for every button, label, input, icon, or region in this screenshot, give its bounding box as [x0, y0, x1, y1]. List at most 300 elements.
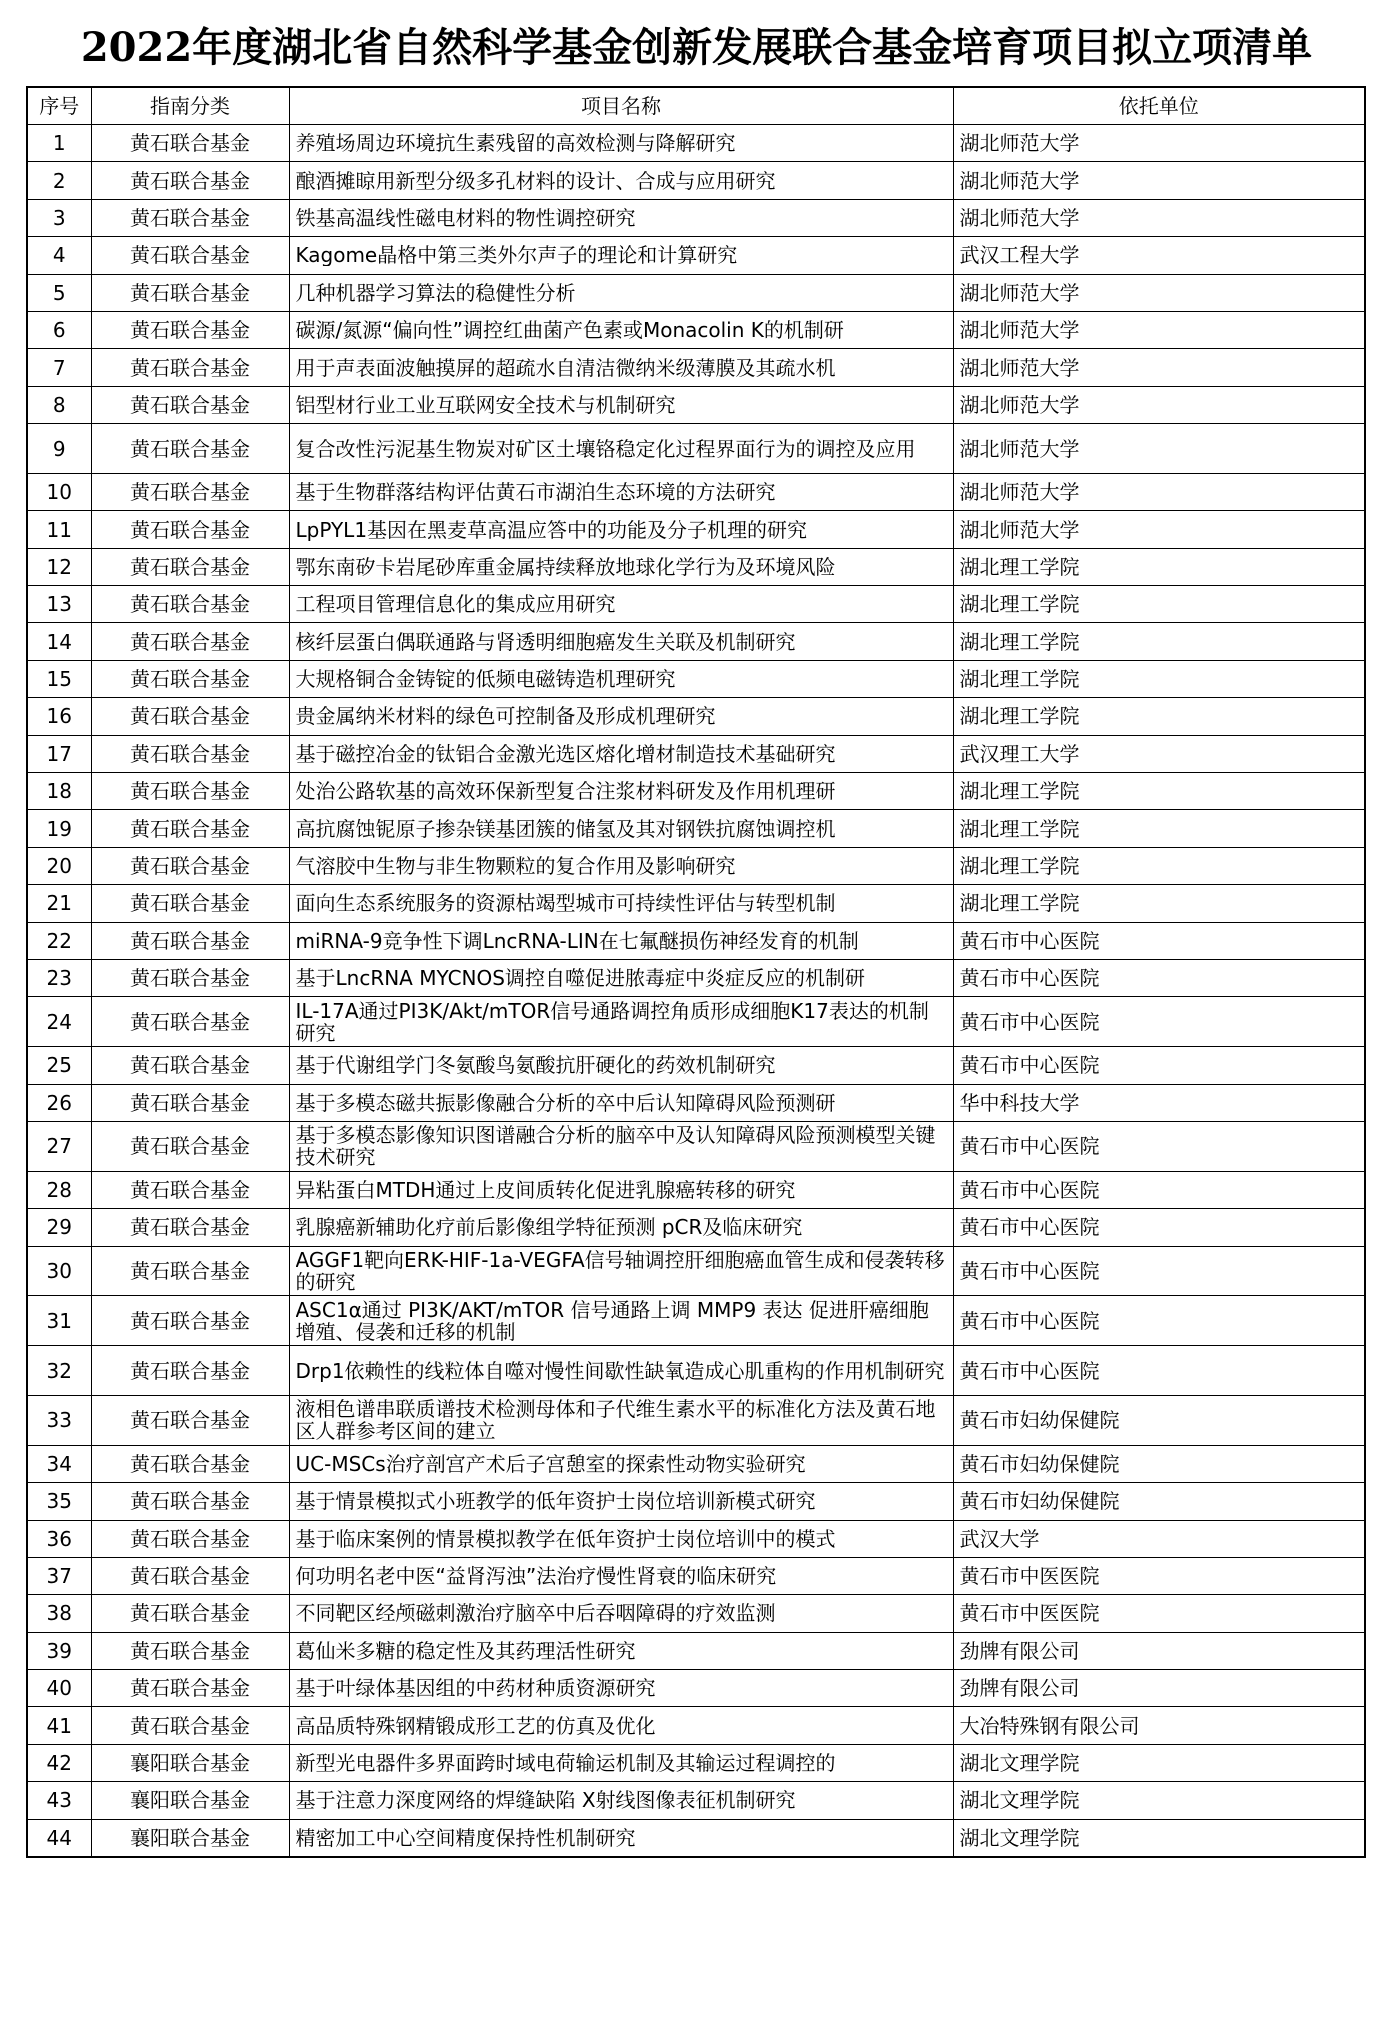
- cell-no: [27, 424, 91, 474]
- cell-unit-text: 黄石市妇幼保健院: [959, 1452, 1120, 1475]
- cell-category: [91, 623, 289, 660]
- cell-no-text: 26: [46, 1091, 72, 1114]
- cell-category: [91, 1819, 289, 1856]
- cell-unit-text: 劲牌有限公司: [959, 1639, 1080, 1662]
- cell-no: [27, 274, 91, 311]
- table-row: [27, 847, 1365, 884]
- cell-unit-text: 黄石市中心医院: [959, 1010, 1100, 1033]
- cell-project-name-text: 核纤层蛋白偶联通路与肾透明细胞癌发生关联及机制研究: [295, 630, 796, 653]
- cell-no-text: 9: [52, 437, 66, 460]
- cell-no: [27, 698, 91, 735]
- cell-unit: [953, 660, 1365, 697]
- cell-no: [27, 1346, 91, 1396]
- cell-no-text: 35: [46, 1490, 72, 1513]
- cell-no: [27, 386, 91, 423]
- cell-category-text: 黄石联合基金: [130, 1178, 250, 1201]
- cell-category-text: 黄石联合基金: [130, 929, 250, 952]
- cell-category: [91, 773, 289, 810]
- cell-unit: [953, 1819, 1365, 1856]
- table-row: [27, 1047, 1365, 1084]
- table-row: [27, 511, 1365, 548]
- table-row: [27, 773, 1365, 810]
- cell-unit: [953, 735, 1365, 772]
- cell-project-name-text: 碳源/氮源“偏向性”调控红曲菌产色素或Monacolin K的机制研: [295, 319, 844, 342]
- cell-project-name-text: 高抗腐蚀铌原子掺杂镁基团簇的储氢及其对钢铁抗腐蚀调控机: [295, 817, 836, 840]
- cell-no-text: 37: [46, 1565, 72, 1588]
- cell-unit-text: 湖北师范大学: [959, 393, 1080, 416]
- cell-no-text: 13: [46, 593, 72, 616]
- table-row: [27, 1744, 1365, 1781]
- cell-no: [27, 1782, 91, 1819]
- cell-unit-text: 黄石市中心医院: [959, 1359, 1100, 1382]
- cell-no: [27, 237, 91, 274]
- cell-unit-text: 黄石市中心医院: [959, 967, 1100, 990]
- cell-project-name-text: 基于LncRNA MYCNOS调控自噬促进脓毒症中炎症反应的机制研: [295, 967, 865, 990]
- cell-category-text: 黄石联合基金: [130, 967, 250, 990]
- cell-project-name-text: 液相色谱串联质谱技术检测母体和子代维生素水平的标准化方法及黄石地区人群参考区间的建立: [295, 1398, 936, 1443]
- cell-no-text: 28: [46, 1178, 72, 1201]
- cell-no-text: 39: [46, 1639, 72, 1662]
- cell-no: [27, 1744, 91, 1781]
- cell-unit: [953, 199, 1365, 236]
- cell-unit: [953, 274, 1365, 311]
- cell-category-text: 黄石联合基金: [130, 1565, 250, 1588]
- cell-category-text: 黄石联合基金: [130, 1677, 250, 1700]
- cell-category: [91, 1395, 289, 1445]
- cell-unit-text: 湖北文理学院: [959, 1826, 1080, 1849]
- cell-unit-text: 湖北文理学院: [959, 1752, 1080, 1775]
- cell-category: [91, 473, 289, 510]
- cell-no: [27, 885, 91, 922]
- cell-category-text: 襄阳联合基金: [130, 1826, 250, 1849]
- cell-category: [91, 1557, 289, 1594]
- cell-project-name-text: 鄂东南矽卡岩尾砂库重金属持续释放地球化学行为及环境风险: [295, 555, 836, 578]
- cell-project-name-text: 基于代谢组学门冬氨酸鸟氨酸抗肝硬化的药效机制研究: [295, 1054, 776, 1077]
- header-no: 序号: [27, 87, 91, 125]
- cell-project-name-text: 基于磁控冶金的钛铝合金激光选区熔化增材制造技术基础研究: [295, 742, 836, 765]
- cell-no: [27, 773, 91, 810]
- table-row: [27, 1707, 1365, 1744]
- cell-unit-text: 黄石市中心医院: [959, 1309, 1100, 1332]
- cell-no: [27, 125, 91, 162]
- cell-category-text: 黄石联合基金: [130, 1527, 250, 1550]
- cell-category-text: 黄石联合基金: [130, 319, 250, 342]
- cell-no-text: 22: [46, 929, 72, 952]
- cell-category: [91, 349, 289, 386]
- cell-unit: [953, 1557, 1365, 1594]
- table-row: [27, 199, 1365, 236]
- cell-project-name: [289, 1346, 953, 1396]
- cell-project-name: [289, 1445, 953, 1482]
- cell-category: [91, 660, 289, 697]
- table-row: [27, 922, 1365, 959]
- cell-project-name-text: LpPYL1基因在黑麦草高温应答中的功能及分子机理的研究: [295, 518, 808, 541]
- cell-category-text: 黄石联合基金: [130, 356, 250, 379]
- cell-unit: [953, 586, 1365, 623]
- cell-no-text: 30: [46, 1259, 72, 1282]
- cell-no: [27, 960, 91, 997]
- table-row: [27, 1445, 1365, 1482]
- cell-no-text: 42: [46, 1752, 72, 1775]
- cell-project-name: [289, 1595, 953, 1632]
- cell-unit: [953, 511, 1365, 548]
- cell-category: [91, 1707, 289, 1744]
- cell-project-name-text: 基于多模态磁共振影像融合分析的卒中后认知障碍风险预测研: [295, 1091, 836, 1114]
- cell-no-text: 38: [46, 1602, 72, 1625]
- cell-category: [91, 386, 289, 423]
- cell-category: [91, 997, 289, 1047]
- cell-no: [27, 1819, 91, 1856]
- cell-category: [91, 1483, 289, 1520]
- table-row: [27, 885, 1365, 922]
- cell-unit-text: 湖北理工学院: [959, 668, 1080, 691]
- cell-unit-text: 湖北理工学院: [959, 555, 1080, 578]
- cell-category: [91, 511, 289, 548]
- cell-project-name-text: 工程项目管理信息化的集成应用研究: [295, 593, 616, 616]
- table-row: [27, 1632, 1365, 1669]
- table-row: [27, 473, 1365, 510]
- cell-no-text: 20: [46, 855, 72, 878]
- cell-no: [27, 1209, 91, 1246]
- cell-category-text: 黄石联合基金: [130, 1452, 250, 1475]
- cell-category-text: 黄石联合基金: [130, 593, 250, 616]
- cell-category: [91, 162, 289, 199]
- cell-no: [27, 735, 91, 772]
- cell-no: [27, 1246, 91, 1296]
- cell-project-name-text: 基于多模态影像知识图谱融合分析的脑卒中及认知障碍风险预测模型关键技术研究: [295, 1124, 936, 1169]
- table-header-row: [27, 87, 1365, 125]
- cell-category-text: 黄石联合基金: [130, 281, 250, 304]
- table-row: [27, 274, 1365, 311]
- cell-category: [91, 698, 289, 735]
- cell-project-name-text: Drp1依赖性的线粒体自噬对慢性间歇性缺氧造成心肌重构的作用机制研究: [295, 1359, 945, 1382]
- cell-unit-text: 黄石市中心医院: [959, 1135, 1100, 1158]
- cell-no-text: 21: [46, 892, 72, 915]
- cell-unit: [953, 1520, 1365, 1557]
- table-row: [27, 125, 1365, 162]
- cell-project-name: [289, 586, 953, 623]
- table-row: [27, 1782, 1365, 1819]
- cell-project-name: [289, 1782, 953, 1819]
- cell-unit: [953, 311, 1365, 348]
- cell-category: [91, 735, 289, 772]
- cell-category-text: 黄石联合基金: [130, 630, 250, 653]
- cell-no-text: 29: [46, 1216, 72, 1239]
- cell-project-name: [289, 1047, 953, 1084]
- table-row: [27, 623, 1365, 660]
- cell-unit: [953, 1084, 1365, 1121]
- cell-category-text: 黄石联合基金: [130, 1309, 250, 1332]
- cell-unit-text: 湖北师范大学: [959, 319, 1080, 342]
- cell-category: [91, 1246, 289, 1296]
- cell-unit: [953, 997, 1365, 1047]
- cell-category-text: 黄石联合基金: [130, 705, 250, 728]
- header-unit: 依托单位: [953, 87, 1365, 125]
- cell-unit: [953, 386, 1365, 423]
- cell-unit-text: 湖北师范大学: [959, 169, 1080, 192]
- cell-unit-text: 湖北理工学院: [959, 705, 1080, 728]
- cell-no-text: 18: [46, 780, 72, 803]
- cell-unit: [953, 1246, 1365, 1296]
- cell-project-name-text: 异粘蛋白MTDH通过上皮间质转化促进乳腺癌转移的研究: [295, 1178, 796, 1201]
- cell-category-text: 黄石联合基金: [130, 244, 250, 267]
- cell-unit-text: 湖北师范大学: [959, 481, 1080, 504]
- cell-no: [27, 922, 91, 959]
- table-row: [27, 1121, 1365, 1171]
- cell-category: [91, 274, 289, 311]
- cell-project-name: [289, 1632, 953, 1669]
- cell-unit: [953, 473, 1365, 510]
- cell-category-text: 黄石联合基金: [130, 780, 250, 803]
- table-row: [27, 386, 1365, 423]
- cell-no: [27, 1595, 91, 1632]
- cell-project-name-text: 基于叶绿体基因组的中药材种质资源研究: [295, 1677, 656, 1700]
- table-row: [27, 1395, 1365, 1445]
- cell-project-name: [289, 162, 953, 199]
- cell-category: [91, 311, 289, 348]
- cell-category-text: 黄石联合基金: [130, 393, 250, 416]
- cell-no: [27, 1670, 91, 1707]
- cell-category-text: 黄石联合基金: [130, 1135, 250, 1158]
- cell-project-name: [289, 1395, 953, 1445]
- cell-unit: [953, 1296, 1365, 1346]
- cell-no-text: 5: [52, 281, 66, 304]
- cell-category: [91, 810, 289, 847]
- cell-no-text: 23: [46, 967, 72, 990]
- header-project-name: 项目名称: [289, 87, 953, 125]
- cell-project-name-text: 基于注意力深度网络的焊缝缺陷 X射线图像表征机制研究: [295, 1789, 796, 1812]
- table-row: [27, 349, 1365, 386]
- cell-unit: [953, 1171, 1365, 1208]
- cell-unit: [953, 237, 1365, 274]
- table-row: [27, 1171, 1365, 1208]
- table-row: [27, 1084, 1365, 1121]
- cell-no-text: 8: [52, 393, 66, 416]
- cell-project-name-text: 基于生物群落结构评估黄石市湖泊生态环境的方法研究: [295, 481, 776, 504]
- cell-unit-text: 黄石市中心医院: [959, 1178, 1100, 1201]
- table-row: [27, 660, 1365, 697]
- cell-no: [27, 847, 91, 884]
- cell-project-name: [289, 548, 953, 585]
- cell-category-text: 黄石联合基金: [130, 1216, 250, 1239]
- cell-category: [91, 1296, 289, 1346]
- cell-category-text: 黄石联合基金: [130, 555, 250, 578]
- cell-no-text: 43: [46, 1789, 72, 1812]
- cell-unit: [953, 1670, 1365, 1707]
- cell-no: [27, 1171, 91, 1208]
- cell-category-text: 黄石联合基金: [130, 518, 250, 541]
- project-table: [26, 86, 1366, 1858]
- cell-category: [91, 237, 289, 274]
- cell-category-text: 黄石联合基金: [130, 169, 250, 192]
- cell-category: [91, 1121, 289, 1171]
- cell-project-name: [289, 1819, 953, 1856]
- cell-no-text: 41: [46, 1714, 72, 1737]
- cell-project-name: [289, 1209, 953, 1246]
- cell-project-name: [289, 922, 953, 959]
- cell-category: [91, 548, 289, 585]
- cell-unit-text: 湖北师范大学: [959, 356, 1080, 379]
- cell-project-name-text: 基于情景模拟式小班教学的低年资护士岗位培训新模式研究: [295, 1490, 816, 1513]
- cell-no: [27, 1047, 91, 1084]
- cell-unit-text: 黄石市中心医院: [959, 929, 1100, 952]
- cell-project-name-text: 面向生态系统服务的资源枯竭型城市可持续性评估与转型机制: [295, 892, 836, 915]
- cell-no-text: 11: [46, 518, 72, 541]
- cell-project-name-text: 气溶胶中生物与非生物颗粒的复合作用及影响研究: [295, 855, 736, 878]
- cell-no-text: 31: [46, 1309, 72, 1332]
- cell-unit: [953, 885, 1365, 922]
- cell-unit-text: 湖北理工学院: [959, 630, 1080, 653]
- cell-no: [27, 660, 91, 697]
- cell-category-text: 黄石联合基金: [130, 1091, 250, 1114]
- cell-no-text: 25: [46, 1054, 72, 1077]
- cell-unit-text: 湖北理工学院: [959, 780, 1080, 803]
- cell-category-text: 黄石联合基金: [130, 437, 250, 460]
- cell-category-text: 黄石联合基金: [130, 1714, 250, 1737]
- cell-category: [91, 199, 289, 236]
- cell-project-name-text: 铁基高温线性磁电材料的物性调控研究: [295, 206, 636, 229]
- cell-category: [91, 1632, 289, 1669]
- table-row: [27, 1296, 1365, 1346]
- cell-no-text: 24: [46, 1010, 72, 1033]
- cell-no-text: 7: [52, 356, 66, 379]
- cell-no: [27, 548, 91, 585]
- cell-unit: [953, 1395, 1365, 1445]
- cell-no-text: 2: [52, 169, 66, 192]
- cell-unit-text: 黄石市中心医院: [959, 1216, 1100, 1239]
- cell-category: [91, 847, 289, 884]
- cell-category-text: 黄石联合基金: [130, 817, 250, 840]
- cell-unit-text: 湖北文理学院: [959, 1789, 1080, 1812]
- cell-project-name: [289, 1296, 953, 1346]
- cell-project-name: [289, 1246, 953, 1296]
- cell-unit: [953, 125, 1365, 162]
- cell-unit: [953, 1445, 1365, 1482]
- cell-no-text: 36: [46, 1527, 72, 1550]
- cell-project-name: [289, 237, 953, 274]
- header-category: 指南分类: [91, 87, 289, 125]
- cell-unit-text: 黄石市妇幼保健院: [959, 1409, 1120, 1432]
- table-row: [27, 960, 1365, 997]
- cell-project-name-text: 高品质特殊钢精锻成形工艺的仿真及优化: [295, 1714, 656, 1737]
- cell-project-name: [289, 1483, 953, 1520]
- cell-project-name-text: IL-17A通过PI3K/Akt/mTOR信号通路调控角质形成细胞K17表达的机制研究: [295, 999, 929, 1044]
- cell-project-name: [289, 1744, 953, 1781]
- cell-unit: [953, 773, 1365, 810]
- table-row: [27, 548, 1365, 585]
- cell-category-text: 黄石联合基金: [130, 132, 250, 155]
- cell-unit-text: 武汉大学: [959, 1527, 1040, 1550]
- cell-project-name: [289, 623, 953, 660]
- cell-no-text: 16: [46, 705, 72, 728]
- cell-unit-text: 黄石市中医医院: [959, 1602, 1100, 1625]
- cell-no: [27, 311, 91, 348]
- cell-project-name-text: 葛仙米多糖的稳定性及其药理活性研究: [295, 1639, 636, 1662]
- cell-no-text: 3: [52, 206, 66, 229]
- table-row: [27, 162, 1365, 199]
- cell-category-text: 黄石联合基金: [130, 1010, 250, 1033]
- cell-no: [27, 349, 91, 386]
- cell-project-name: [289, 773, 953, 810]
- document-title: 2022年度湖北省自然科学基金创新发展联合基金培育项目拟立项清单: [80, 24, 1313, 71]
- cell-no: [27, 1121, 91, 1171]
- cell-project-name: [289, 847, 953, 884]
- cell-unit: [953, 1209, 1365, 1246]
- cell-project-name: [289, 473, 953, 510]
- cell-category-text: 黄石联合基金: [130, 1359, 250, 1382]
- cell-unit: [953, 1707, 1365, 1744]
- cell-unit: [953, 922, 1365, 959]
- cell-project-name-text: 贵金属纳米材料的绿色可控制备及形成机理研究: [295, 705, 716, 728]
- cell-project-name: [289, 511, 953, 548]
- cell-unit-text: 湖北师范大学: [959, 281, 1080, 304]
- cell-unit: [953, 548, 1365, 585]
- cell-project-name: [289, 1171, 953, 1208]
- cell-category: [91, 922, 289, 959]
- table-row: [27, 1819, 1365, 1856]
- cell-project-name-text: 新型光电器件多界面跨时域电荷输运机制及其输运过程调控的: [295, 1752, 836, 1775]
- cell-category-text: 黄石联合基金: [130, 1490, 250, 1513]
- cell-project-name-text: UC-MSCs治疗剖宫产术后子宫憩室的探索性动物实验研究: [295, 1452, 806, 1475]
- cell-unit: [953, 1782, 1365, 1819]
- cell-project-name-text: ASC1α通过 PI3K/AKT/mTOR 信号通路上调 MMP9 表达 促进肝癌细胞增殖、侵袭和迁移的机制: [295, 1298, 929, 1343]
- cell-no: [27, 586, 91, 623]
- cell-category-text: 黄石联合基金: [130, 668, 250, 691]
- cell-category-text: 襄阳联合基金: [130, 1752, 250, 1775]
- cell-no-text: 10: [46, 481, 72, 504]
- cell-unit-text: 劲牌有限公司: [959, 1677, 1080, 1700]
- cell-unit: [953, 847, 1365, 884]
- table-row: [27, 237, 1365, 274]
- cell-unit: [953, 623, 1365, 660]
- cell-project-name-text: 养殖场周边环境抗生素残留的高效检测与降解研究: [295, 132, 736, 155]
- cell-project-name-text: 何功明名老中医“益肾泻浊”法治疗慢性肾衰的临床研究: [295, 1565, 777, 1588]
- cell-category: [91, 885, 289, 922]
- cell-unit: [953, 698, 1365, 735]
- cell-unit: [953, 1595, 1365, 1632]
- cell-no-text: 19: [46, 817, 72, 840]
- cell-no: [27, 1520, 91, 1557]
- table-row: [27, 1595, 1365, 1632]
- cell-unit-text: 湖北理工学院: [959, 593, 1080, 616]
- table-row: [27, 735, 1365, 772]
- cell-no: [27, 199, 91, 236]
- cell-category: [91, 1744, 289, 1781]
- cell-unit-text: 黄石市中心医院: [959, 1259, 1100, 1282]
- cell-category: [91, 960, 289, 997]
- cell-project-name: [289, 199, 953, 236]
- cell-no: [27, 1296, 91, 1346]
- cell-project-name-text: 用于声表面波触摸屏的超疏水自清洁微纳米级薄膜及其疏水机: [295, 356, 836, 379]
- cell-project-name: [289, 660, 953, 697]
- cell-project-name-text: 几种机器学习算法的稳健性分析: [295, 281, 576, 304]
- cell-project-name: [289, 1520, 953, 1557]
- cell-unit-text: 湖北理工学院: [959, 855, 1080, 878]
- cell-unit-text: 武汉工程大学: [959, 244, 1080, 267]
- cell-unit-text: 黄石市妇幼保健院: [959, 1490, 1120, 1513]
- cell-project-name: [289, 349, 953, 386]
- cell-category-text: 黄石联合基金: [130, 1259, 250, 1282]
- table-row: [27, 1246, 1365, 1296]
- cell-project-name: [289, 1121, 953, 1171]
- cell-project-name-text: AGGF1靶向ERK-HIF-1a-VEGFA信号轴调控肝细胞癌血管生成和侵袭转移的研究: [295, 1248, 945, 1293]
- cell-unit-text: 黄石市中心医院: [959, 1054, 1100, 1077]
- table-row: [27, 810, 1365, 847]
- cell-project-name-text: 基于临床案例的情景模拟教学在低年资护士岗位培训中的模式: [295, 1527, 836, 1550]
- cell-unit: [953, 1346, 1365, 1396]
- cell-no: [27, 1483, 91, 1520]
- cell-category: [91, 1670, 289, 1707]
